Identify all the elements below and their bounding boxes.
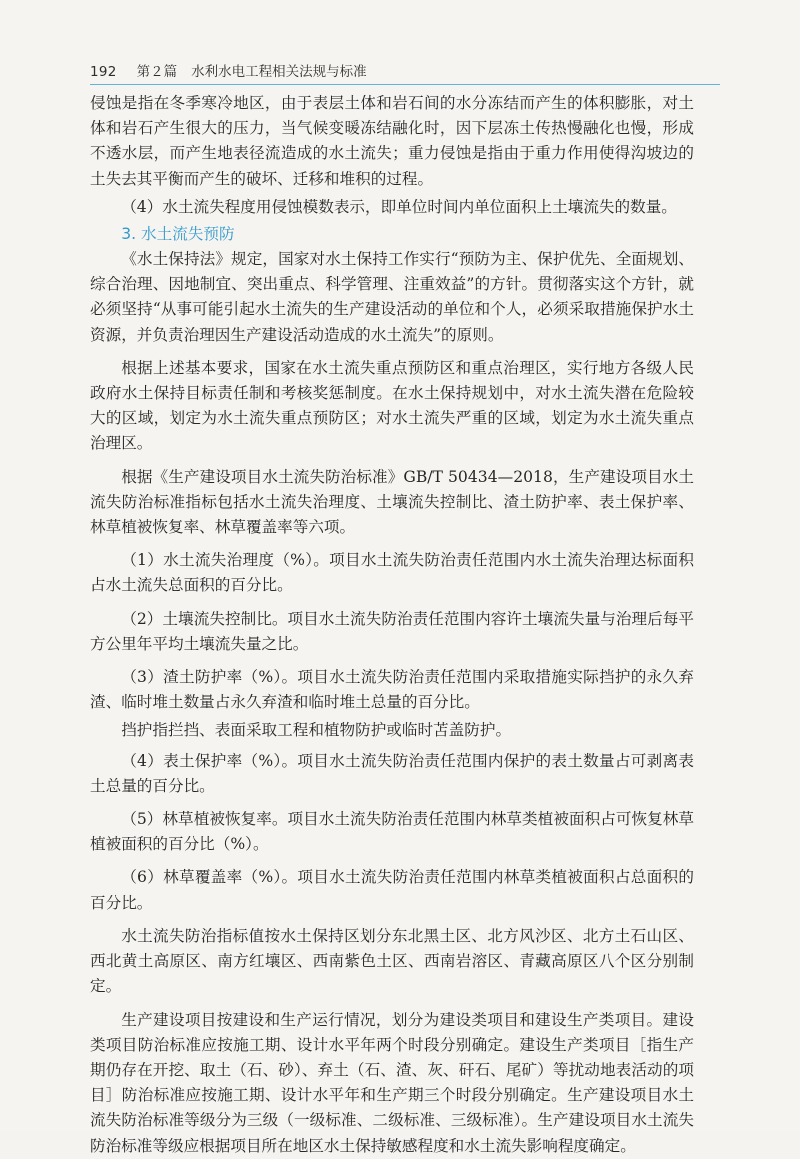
paragraph-law-policy: 《水土保持法》规定，国家对水土保持工作实行“预防为主、保护优先、全面规划、综合治理、因地制宜、突出重点、科学管理、注重效益”的方针。贯彻落实这个方针，就必须坚持“从事可能引起水土流失的生产建设活动的单位和个人，必须采取措施保护水土资源，并负责治理因生产建设活动造成的水土流失”的原则。 — [90, 250, 694, 344]
header-rule — [90, 84, 720, 85]
paragraph-project-types: 生产建设项目按建设和生产运行情况，划分为建设类项目和建设生产类项目。建设类项目防治标准应按施工期、设计水平年两个时段分别确定。建设生产类项目［指生产期仍存在开挖、取土（石、砂）、弃土（石、渣、灰、矸石、尾矿）等扰动地表活动的项目］防治标准应按施工期、设计水平年和生产期三个时段分别确定。生产建设项目水土流失防治标准等级分为三级（一级标准、二级标准、三级标准）。生产建设项目水土流失防治标准等级应根据项目所在地区水土保持敏感程度和水土流失影响程度确定。 — [90, 1010, 694, 1155]
paragraph-indicator-3: （3）渣土防护率（%）。项目水土流失防治责任范围内采取措施实际挡护的永久弃渣、临时堆土数量占永久弃渣和临时堆土总量的百分比。 — [90, 668, 694, 712]
paragraph-item-4: （4）水土流失程度用侵蚀模数表示，即单位时间内单位面积上土壤流失的数量。 — [121, 197, 677, 216]
paragraph-protection-note: 挡护指拦挡、表面采取工程和植物防护或临时苫盖防护。 — [121, 721, 512, 740]
paragraph-indicator-6: （6）林草覆盖率（%）。项目水土流失防治责任范围内林草类植被面积占总面积的百分比。 — [90, 868, 694, 912]
paragraph-indicator-2: （2）土壤流失控制比。项目水土流失防治责任范围内容许土壤流失量与治理后每平方公里年平均土壤流失量之比。 — [90, 609, 694, 653]
page-number: 192 — [90, 64, 117, 80]
body-text — [90, 91, 694, 1159]
paragraph-indicator-5: （5）林草植被恢复率。项目水土流失防治责任范围内林草类植被面积占可恢复林草植被面积的百分比（%）。 — [90, 810, 694, 854]
paragraph-indicator-1: （1）水土流失治理度（%）。项目水土流失防治责任范围内水土流失治理达标面积占水土流失总面积的百分比。 — [90, 551, 694, 595]
section-heading: 3. 水土流失预防 — [121, 225, 235, 244]
running-header — [90, 56, 720, 80]
header-title: 水利水电工程相关法规与标准 — [191, 64, 367, 80]
paragraph-regions: 水土流失防治指标值按水土保持区划分东北黑土区、北方风沙区、北方土石山区、西北黄土高原区、南方红壤区、西南紫色土区、西南岩溶区、青藏高原区八个区分别制定。 — [90, 926, 694, 996]
paragraph-key-zones: 根据上述基本要求，国家在水土流失重点预防区和重点治理区，实行地方各级人民政府水土保持目标责任制和考核奖惩制度。在水土保持规划中，对水土流失潜在危险较大的区域，划定为水土流失重点预防区；对水土流失严重的区域，划定为水土流失重点治理区。 — [90, 358, 694, 453]
paragraph-standard: 根据《生产建设项目水土流失防治标准》GB/T 50434—2018，生产建设项目水土流失防治标准指标包括水土流失治理度、土壤流失控制比、渣土防护率、表土保护率、林草植被恢复率、林草覆盖率等六项。 — [90, 467, 694, 537]
paragraph-indicator-4: （4）表土保护率（%）。项目水土流失防治责任范围内保护的表土数量占可剥离表土总量的百分比。 — [90, 751, 694, 795]
part-label: 第２篇 — [136, 64, 178, 80]
paragraph-continued: 侵蚀是指在冬季寒冷地区，由于表层土体和岩石间的水分冻结而产生的体积膨胀，对土体和岩石产生很大的压力，当气候变暖冻结融化时，因下层冻土传热慢融化也慢，形成不透水层，而产生地表径流造成的水土流失；重力侵蚀是指由于重力作用使得沟坡边的土失去其平衡而产生的破坏、迁移和堆积的过程。 — [90, 94, 694, 188]
